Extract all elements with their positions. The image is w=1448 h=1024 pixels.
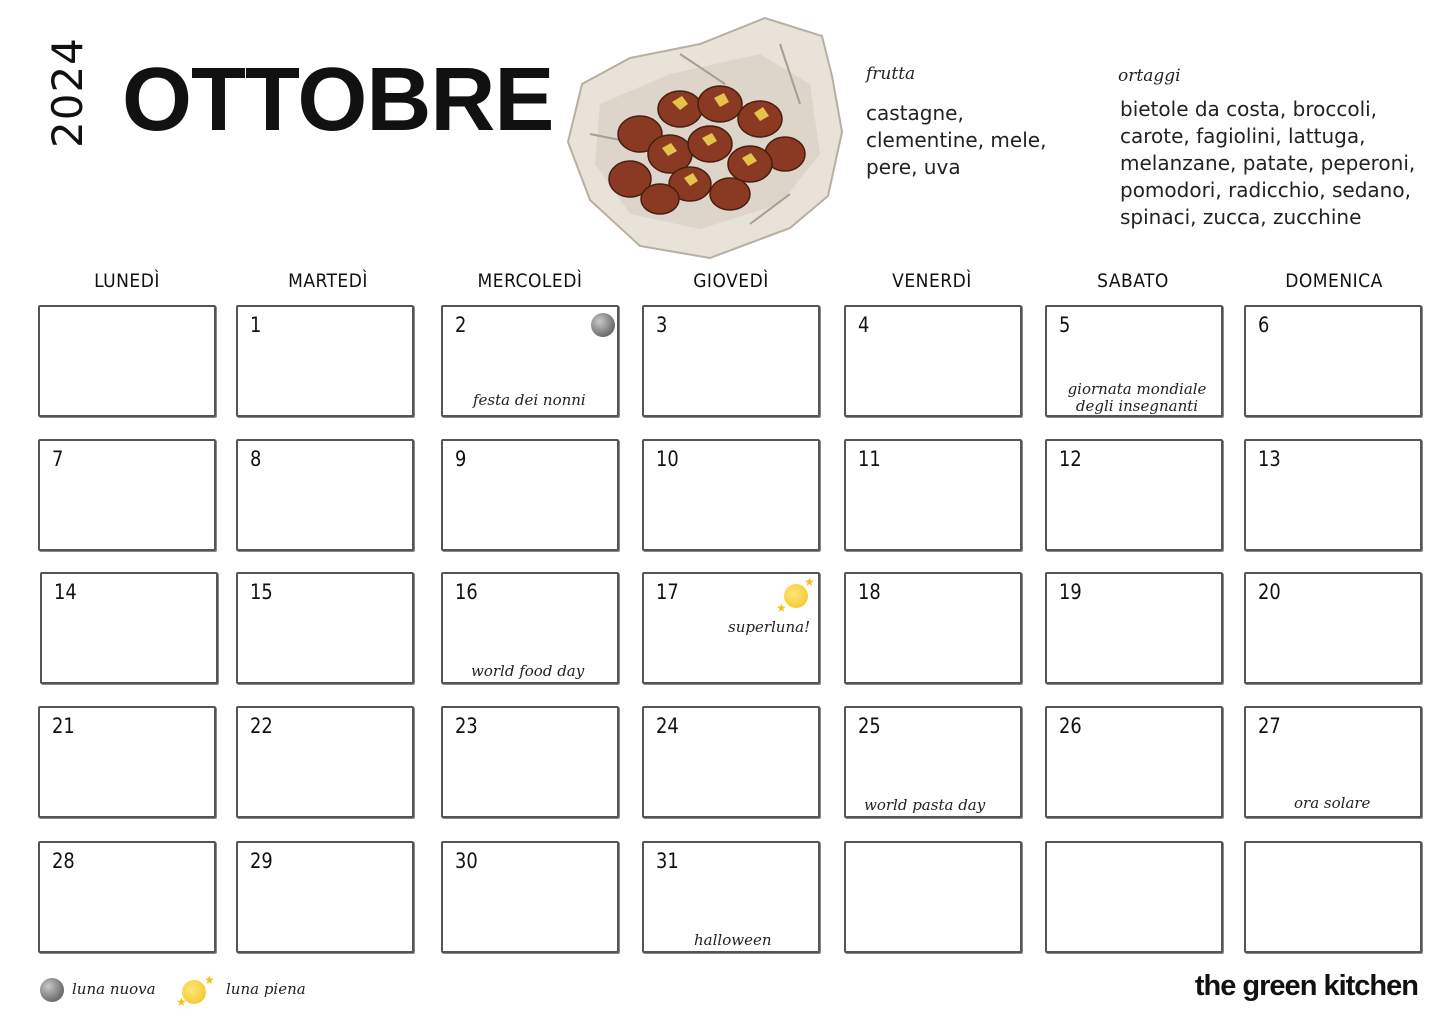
day-number: 27 (1258, 714, 1281, 738)
day-number: 28 (52, 849, 75, 873)
day-number: 22 (250, 714, 273, 738)
day-note: giornata mondiale degli insegnanti (1067, 380, 1207, 415)
weekday-tuesday: MARTEDÌ (288, 270, 368, 292)
moon-legend (38, 974, 378, 1008)
day-cell[interactable] (38, 305, 216, 417)
weekday-wednesday: MERCOLEDÌ (477, 270, 583, 292)
day-number: 1 (250, 313, 262, 337)
day-cell[interactable] (844, 706, 1022, 818)
star-icon: ★ (804, 575, 815, 589)
day-cell[interactable] (441, 841, 619, 953)
day-number: 13 (1258, 447, 1281, 471)
day-note: festa dei nonni (473, 391, 586, 409)
day-cell[interactable] (1045, 439, 1223, 551)
day-cell[interactable] (236, 572, 414, 684)
weekday-monday: LUNEDÌ (94, 270, 160, 292)
day-cell[interactable] (38, 706, 216, 818)
day-cell[interactable] (40, 572, 218, 684)
day-number: 31 (656, 849, 679, 873)
day-cell[interactable] (642, 572, 820, 684)
day-cell[interactable] (1045, 841, 1223, 953)
day-cell[interactable] (844, 305, 1022, 417)
star-icon: ★ (204, 973, 215, 987)
day-note: world food day (471, 662, 585, 680)
day-cell[interactable] (38, 841, 216, 953)
month-title: OTTOBRE (122, 50, 554, 150)
legend-new-moon-label: luna nuova (72, 980, 156, 998)
day-number: 3 (656, 313, 668, 337)
day-number: 18 (858, 580, 881, 604)
day-number: 30 (455, 849, 478, 873)
day-cell[interactable] (1244, 305, 1422, 417)
day-cell[interactable] (844, 439, 1022, 551)
day-cell[interactable] (38, 439, 216, 551)
day-number: 6 (1258, 313, 1270, 337)
day-cell[interactable] (1244, 572, 1422, 684)
day-cell[interactable] (236, 706, 414, 818)
day-number: 17 (656, 580, 679, 604)
day-cell[interactable] (642, 305, 820, 417)
day-cell[interactable] (236, 305, 414, 417)
day-cell[interactable] (441, 439, 619, 551)
day-number: 10 (656, 447, 679, 471)
day-number: 20 (1258, 580, 1281, 604)
weekday-saturday: SABATO (1097, 270, 1169, 292)
day-cell[interactable] (844, 841, 1022, 953)
day-cell[interactable] (1045, 572, 1223, 684)
day-cell[interactable] (1045, 305, 1223, 417)
day-number: 12 (1059, 447, 1082, 471)
calendar-grid (36, 303, 1432, 959)
day-note: halloween (694, 931, 772, 949)
day-number: 2 (455, 313, 467, 337)
star-icon: ★ (176, 995, 187, 1009)
day-number: 9 (455, 447, 467, 471)
day-cell[interactable] (236, 439, 414, 551)
day-cell[interactable] (844, 572, 1022, 684)
day-number: 19 (1059, 580, 1082, 604)
fruit-list: castagne, clementine, mele, pere, uva (866, 101, 1047, 179)
day-number: 21 (52, 714, 75, 738)
veg-label: ortaggi (1118, 66, 1181, 86)
day-number: 4 (858, 313, 870, 337)
weekday-sunday: DOMENICA (1285, 270, 1383, 292)
day-number: 14 (54, 580, 77, 604)
day-number: 8 (250, 447, 262, 471)
year-label: 2024 (43, 37, 92, 148)
brand-logo: the green kitchen (1194, 970, 1418, 1002)
fruit-label: frutta (866, 64, 916, 84)
weekday-friday: VENERDÌ (892, 270, 972, 292)
legend-full-moon-label: luna piena (226, 980, 306, 998)
weekday-thursday: GIOVEDÌ (693, 270, 769, 292)
day-number: 25 (858, 714, 881, 738)
day-number: 26 (1059, 714, 1082, 738)
day-number: 5 (1059, 313, 1071, 337)
new-moon-icon (591, 313, 615, 337)
day-cell[interactable] (642, 841, 820, 953)
day-note: world pasta day (864, 796, 986, 814)
veg-list: bietole da costa, broccoli, carote, fagiolini, lattuga, melanzane, patate, peperoni, pomodori, radicchio, sedano, spinaci, zucca, zucchine (1120, 97, 1416, 229)
chestnut-illustration (560, 14, 850, 264)
day-cell[interactable] (642, 439, 820, 551)
weekday-header (36, 270, 1432, 300)
day-cell[interactable] (1244, 439, 1422, 551)
day-number: 29 (250, 849, 273, 873)
day-number: 16 (455, 580, 478, 604)
day-note: ora solare (1294, 794, 1371, 812)
day-number: 7 (52, 447, 64, 471)
day-number: 15 (250, 580, 273, 604)
day-number: 11 (858, 447, 881, 471)
new-moon-icon (40, 978, 64, 1002)
day-cell[interactable] (441, 305, 619, 417)
day-number: 23 (455, 714, 478, 738)
day-cell[interactable] (1244, 706, 1422, 818)
day-cell[interactable] (236, 841, 414, 953)
day-note: superluna! (728, 618, 811, 636)
star-icon: ★ (776, 601, 787, 615)
day-cell[interactable] (1244, 841, 1422, 953)
day-number: 24 (656, 714, 679, 738)
day-cell[interactable] (441, 572, 619, 684)
day-cell[interactable] (1045, 706, 1223, 818)
day-cell[interactable] (441, 706, 619, 818)
day-cell[interactable] (642, 706, 820, 818)
